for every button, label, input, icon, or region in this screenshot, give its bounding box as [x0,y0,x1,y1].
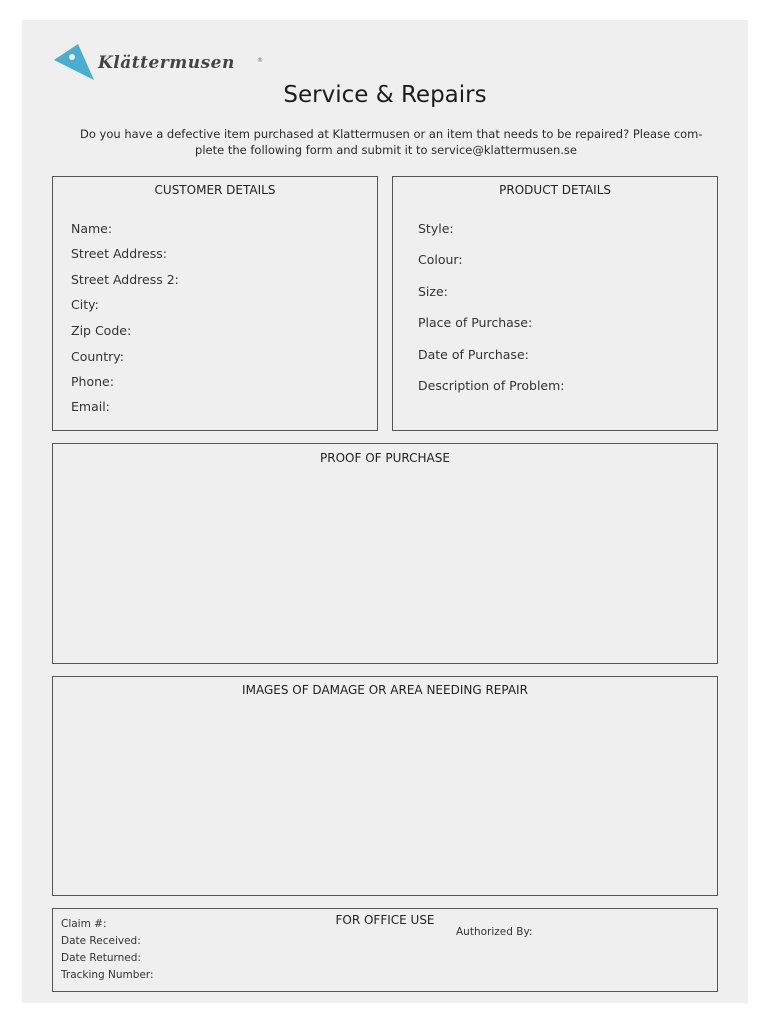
street-address-2-field[interactable]: Street Address 2: [71,272,179,287]
brand-logo-icon [52,42,96,86]
date-of-purchase-field[interactable]: Date of Purchase: [418,347,529,362]
authorized-by-field[interactable]: Authorized By: [456,926,533,938]
date-received-field[interactable]: Date Received: [61,935,141,947]
tracking-number-field[interactable]: Tracking Number: [61,969,154,981]
size-field[interactable]: Size: [418,284,448,299]
intro-line-1: Do you have a defective item purchased at Klattermusen or an item that needs to be repaired? Please com- [80,127,703,141]
street-address-field[interactable]: Street Address: [71,246,167,261]
date-returned-field[interactable]: Date Returned: [61,952,141,964]
customer-details-section [52,176,378,431]
proof-of-purchase-heading: PROOF OF PURCHASE [320,451,450,465]
intro-line-2: plete the following form and submit it to service@klattermusen.se [195,143,577,157]
phone-field[interactable]: Phone: [71,374,114,389]
city-field[interactable]: City: [71,297,99,312]
damage-images-section[interactable] [52,676,718,896]
proof-of-purchase-section[interactable] [52,443,718,664]
zip-code-field[interactable]: Zip Code: [71,323,132,338]
email-field[interactable]: Email: [71,399,110,414]
registered-mark: ® [257,57,263,64]
description-of-problem-field[interactable]: Description of Problem: [418,378,565,393]
country-field[interactable]: Country: [71,349,124,364]
claim-number-field[interactable]: Claim #: [61,918,107,930]
office-use-heading: FOR OFFICE USE [335,913,435,927]
place-of-purchase-field[interactable]: Place of Purchase: [418,315,533,330]
product-details-heading: PRODUCT DETAILS [499,183,611,197]
colour-field[interactable]: Colour: [418,252,463,267]
style-field[interactable]: Style: [418,221,454,236]
damage-images-heading: IMAGES OF DAMAGE OR AREA NEEDING REPAIR [242,683,528,697]
product-details-section [392,176,718,431]
brand-wordmark: Klättermusen [98,53,235,73]
office-use-section [52,908,718,992]
intro-text [80,126,703,158]
name-field[interactable]: Name: [71,221,113,236]
customer-details-heading: CUSTOMER DETAILS [154,183,276,197]
page-title: Service & Repairs [283,82,487,108]
brand-logo [52,42,267,86]
